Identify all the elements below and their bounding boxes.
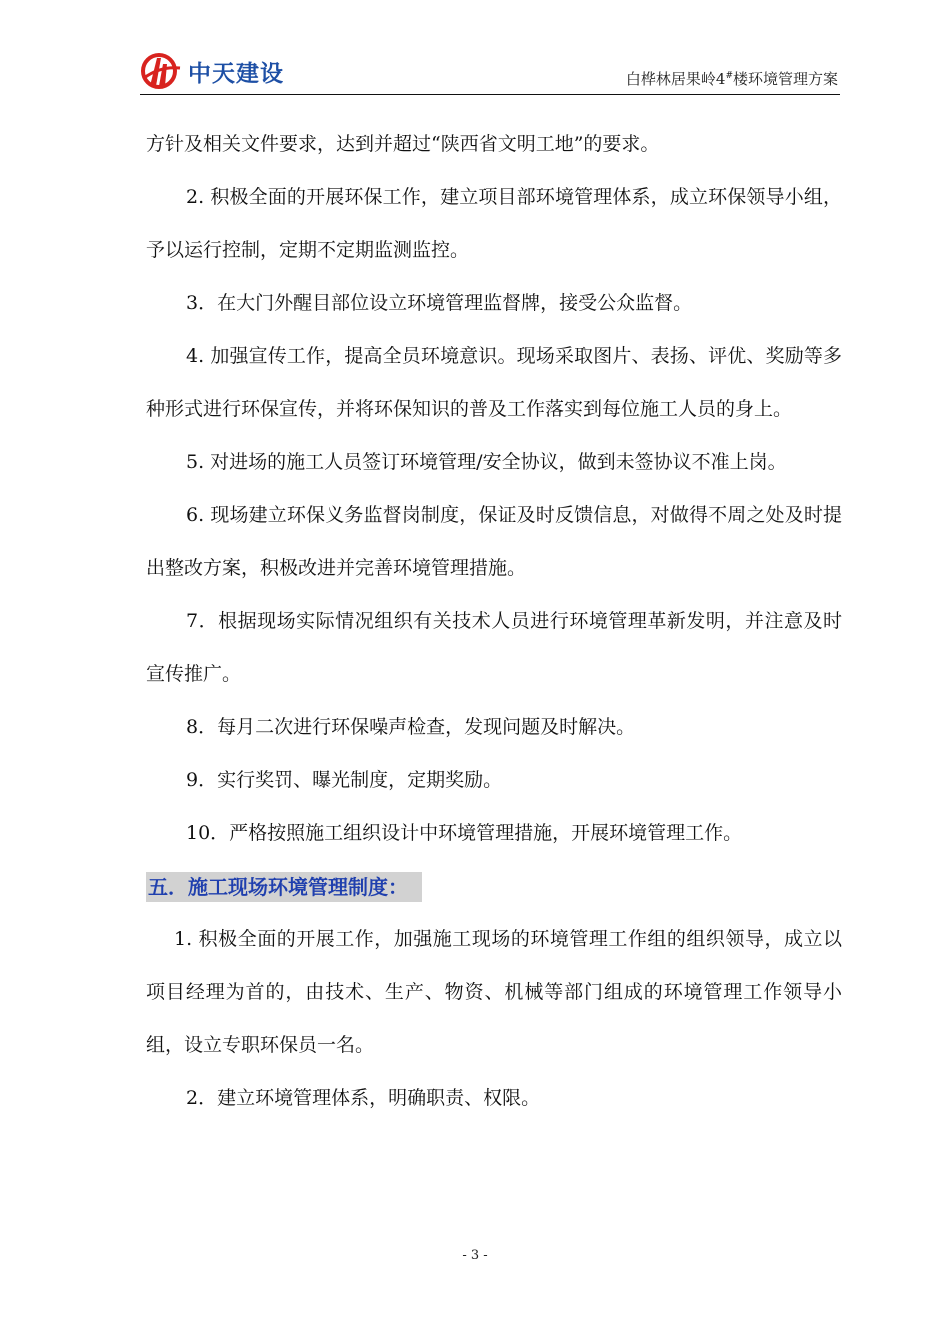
document-title: 白桦林居果岭4#楼环境管理方案 bbox=[625, 70, 838, 88]
list-item-3: 3．在大门外醒目部位设立环境管理监督牌，接受公众监督。 bbox=[186, 292, 693, 314]
section-heading: 五．施工现场环境管理制度： bbox=[146, 860, 842, 913]
paragraph-continuation: 方针及相关文件要求，达到并超过“陕西省文明工地”的要求。 bbox=[146, 133, 660, 155]
section-item-1: 1. 积极全面的开展工作，加强施工现场的环境管理工作组的组织领导，成立以项目经理为首的，由技术、生产、物资、机械等部门组成的环境管理工作领导小组，设立专职环保员一名。 bbox=[146, 928, 842, 1056]
list-item-4: 4. 加强宣传工作，提高全员环境意识。现场采取图片、表扬、评优、奖励等多种形式进行环保宣传，并将环保知识的普及工作落实到每位施工人员的身上。 bbox=[146, 345, 842, 420]
header-divider bbox=[140, 94, 840, 95]
list-item-9: 9．实行奖罚、曝光制度，定期奖励。 bbox=[186, 769, 503, 791]
list-item-2: 2. 积极全面的开展环保工作，建立项目部环境管理体系，成立环保领导小组，予以运行控制，定期不定期监测监控。 bbox=[146, 186, 842, 261]
page-header bbox=[140, 44, 840, 96]
list-item-6: 6. 现场建立环保义务监督岗制度，保证及时反馈信息，对做得不周之处及时提出整改方案，积极改进并完善环境管理措施。 bbox=[146, 504, 842, 579]
list-item-7: 7．根据现场实际情况组织有关技术人员进行环境管理革新发明，并注意及时宣传推广。 bbox=[146, 610, 842, 685]
company-name: 中天建设 bbox=[188, 60, 284, 87]
list-item-10: 10．严格按照施工组织设计中环境管理措施，开展环境管理工作。 bbox=[186, 822, 743, 844]
section-item-2: 2．建立环境管理体系，明确职责、权限。 bbox=[186, 1087, 541, 1109]
list-item-5: 5. 对进场的施工人员签订环境管理/安全协议，做到未签协议不准上岗。 bbox=[186, 451, 787, 473]
company-logo bbox=[140, 52, 284, 90]
list-item-8: 8．每月二次进行环保噪声检查，发现问题及时解决。 bbox=[186, 716, 636, 738]
page-number: - 3 - bbox=[462, 1248, 488, 1263]
zhongtian-logo-icon bbox=[140, 52, 184, 90]
document-body bbox=[146, 118, 842, 1125]
